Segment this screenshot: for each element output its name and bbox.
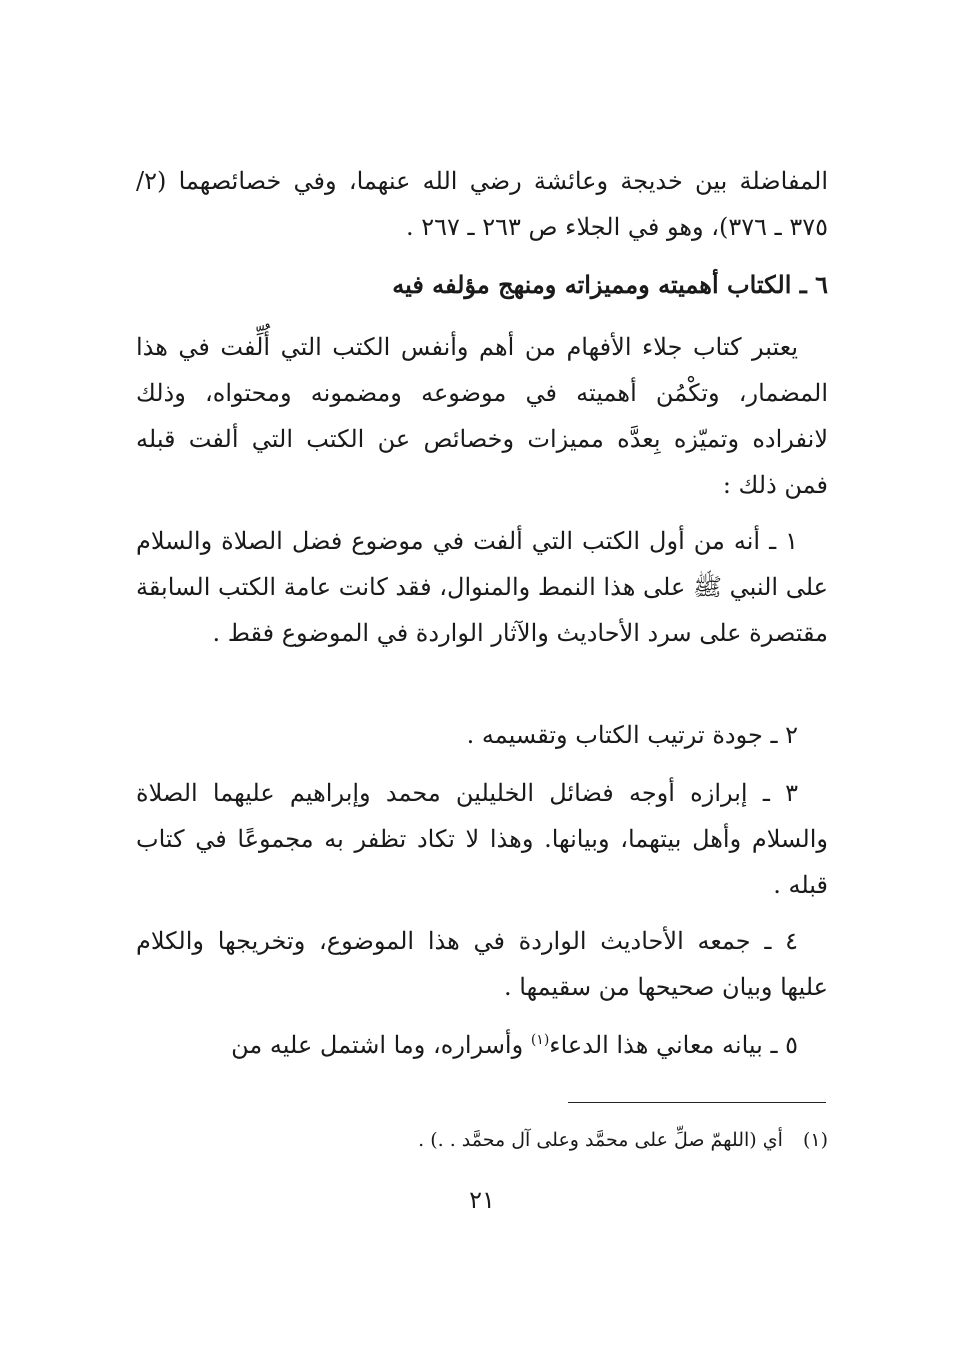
intro-paragraph: المفاضلة بين خديجة وعائشة رضي الله عنهما، وفي خصائصهما (٢/ ٣٧٥ ـ ٣٧٦)، وهو في الجلاء ص ٢٦٣ ـ ٢٦٧ .: [136, 167, 828, 241]
list-item-4: ٤ ـ جمعه الأحاديث الواردة في هذا الموضوع، وتخريجها والكلام عليها وبيان صحيحها من سقيمها .: [136, 927, 828, 1001]
list-item-3: ٣ ـ إبرازه أوجه فضائل الخليلين محمد وإبراهيم عليهما الصلاة والسلام وأهل بيتهما، وبيانها. وهذا لا تكاد تظفر به مجموعًا في كتاب قبله .: [136, 779, 828, 899]
footnote-reference: (١): [530, 1032, 550, 1048]
list-item-2: ٢ ـ جودة ترتيب الكتاب وتقسيمه .: [466, 721, 798, 749]
page-number: ٢١: [469, 1186, 495, 1214]
footnote-number: (١): [802, 1129, 828, 1151]
footnote-divider: [568, 1102, 826, 1103]
list-item-5-text-end: وأسراره، وما اشتمل عليه من: [231, 1031, 531, 1059]
section-heading: ٦ ـ الكتاب أهميته ومميزاته ومنهج مؤلفه فيه: [392, 270, 828, 299]
list-item-5-text-start: ٥ ـ بيانه معاني هذا الدعاء: [549, 1031, 798, 1059]
footnote-text: أي (اللهمّ صلِّ على محمَّد وعلى آل محمَّد . .) .: [418, 1129, 783, 1151]
list-item-1: ١ ـ أنه من أول الكتب التي ألفت في موضوع فضل الصلاة والسلام على النبي ﷺ على هذا النمط والمنوال، فقد كانت عامة الكتب السابقة مقتصرة على سرد الأحاديث والآثار الواردة في الموضوع فقط .: [136, 527, 828, 647]
list-item-5: [136, 1022, 828, 1068]
footnote: [136, 1124, 828, 1156]
body-paragraph: يعتبر كتاب جلاء الأفهام من أهم وأنفس الكتب التي أُلِّفت في هذا المضمار، وتكْمُن أهميته في موضوعه ومضمونه ومحتواه، وذلك لانفراده وتميّزه بِعدَّه مميزات وخصائص عن الكتب التي ألفت قبله فمن ذلك :: [136, 333, 828, 499]
